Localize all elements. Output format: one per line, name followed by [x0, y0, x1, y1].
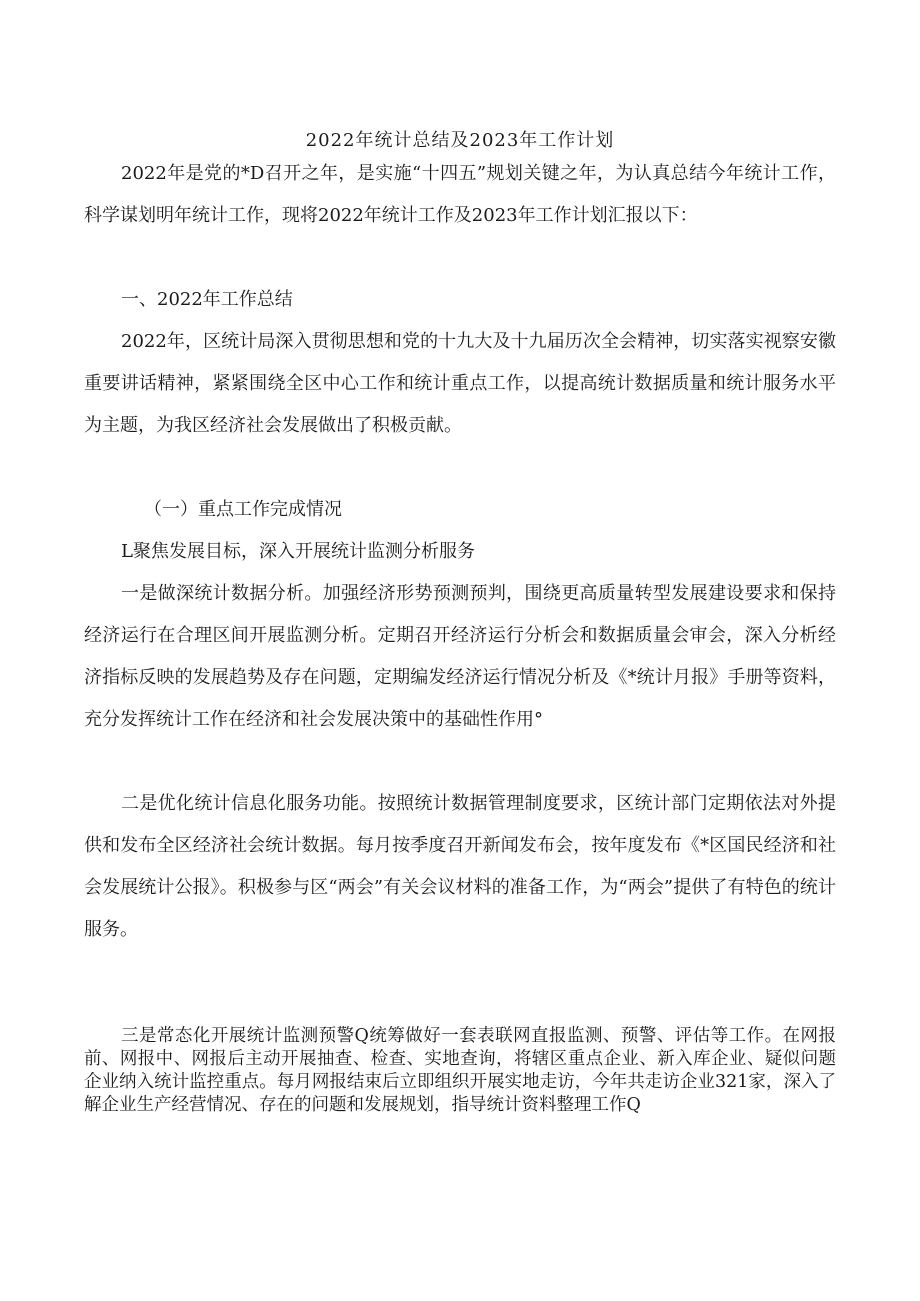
intro-paragraph: 2022年是党的*D召开之年，是实施“十四五”规划关键之年，为认真总结今年统计工作，科学谋划明年统计工作，现将2022年统计工作及2023年工作计划汇报以下：: [84, 163, 836, 226]
item-heading-monitoring: L聚焦发展目标，深入开展统计监测分析服务: [121, 541, 475, 562]
summary-paragraph: 2022年，区统计局深入贯彻思想和党的十九大及十九届历次全会精神，切实落实视察安徽重要讲话精神，紧紧围绕全区中心工作和统计重点工作，以提高统计数据质量和统计服务水平为主题，为我区经济社会发展做出了积极贡献。: [84, 331, 836, 436]
paragraph-data-analysis: 一是做深统计数据分析。加强经济形势预测预判，围绕更高质量转型发展建设要求和保持经济运行在合理区间开展监测分析。定期召开经济运行分析会和数据质量会审会，深入分析经济指标反映的发展趋势及存在问题，定期编发经济运行情况分析及《*统计月报》手册等资料，充分发挥统计工作在经济和社会发展决策中的基础性作用°: [84, 583, 836, 730]
document-title: 2022年统计总结及2023年工作计划: [305, 130, 615, 151]
paragraph-monitoring-warning: 三是常态化开展统计监测预警Q统筹做好一套表联网直报监测、预警、评估等工作。在网报前、网报中、网报后主动开展抽查、检查、实地查询，将辖区重点企业、新入库企业、疑似问题企业纳入统计监控重点。每月网报结束后立即组织开展实地走访，今年共走访企业321家，深入了解企业生产经营情况、存在的问题和发展规划，指导统计资料整理工作Q: [84, 1026, 836, 1115]
paragraph-information-service: 二是优化统计信息化服务功能。按照统计数据管理制度要求，区统计部门定期依法对外提供和发布全区经济社会统计数据。每月按季度召开新闻发布会，按年度发布《*区国民经济和社会发展统计公报》。积极参与区“两会”有关会议材料的准备工作，为“两会”提供了有特色的统计服务。: [84, 793, 836, 940]
subsection-heading-key-work: （一）重点工作完成情况: [144, 499, 342, 520]
section-heading-work-summary: 一、2022年工作总结: [121, 289, 293, 310]
